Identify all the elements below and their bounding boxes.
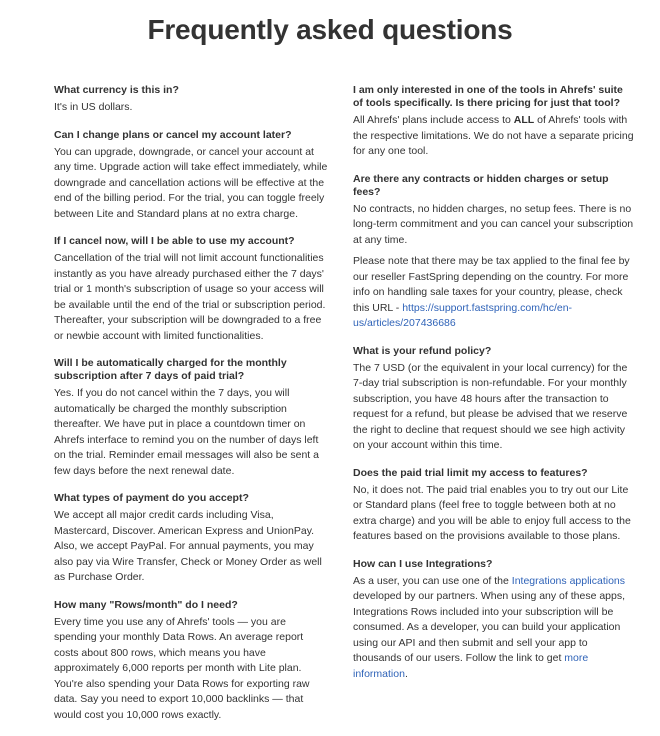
faq-answer xyxy=(353,574,634,683)
faq-column-right xyxy=(353,84,634,695)
answer-text: of Ahrefs' tools with the respective limitations. We do not have a separate pricing for any one tool. xyxy=(353,114,634,157)
faq-answer: No contracts, no hidden charges, no setup fees. There is no long-term commitment and you can cancel your subscription at any time. xyxy=(353,202,634,246)
answer-text: All Ahrefs' plans include access to xyxy=(353,114,514,126)
faq-item-single-tool xyxy=(353,84,634,160)
faq-answer: Every time you use any of Ahrefs' tools — you are spending your monthly Data Rows. An average report costs about 800 rows, which means you have approximately 6,000 reports per month with Lite plan. You're also spending your Data Rows for exporting raw data. Say you need to export 10,000 backlinks — that would cost you 10,000 rows exactly. xyxy=(54,615,310,721)
page-title: Frequently asked questions xyxy=(147,14,513,45)
faq-column-left xyxy=(54,84,328,736)
faq-item-contracts xyxy=(353,173,634,332)
faq-question: What is your refund policy? xyxy=(353,344,492,357)
answer-text: Please note that there may be tax applied to the final fee by our reseller FastSpring depending on the country. For more info on handling sale taxes for your country, please, check this URL - xyxy=(353,255,630,314)
faq-question: Does the paid trial limit my access to features? xyxy=(353,466,588,479)
faq-answer-tax-note xyxy=(353,254,634,332)
faq-question: If I cancel now, will I be able to use my account? xyxy=(54,235,295,247)
faq-question: Are there any contracts or hidden charges or setup fees? xyxy=(353,172,609,198)
answer-emphasis: ALL xyxy=(513,114,535,126)
fastspring-link[interactable]: https://support.fastspring.com/hc/en-us/articles/207436686 xyxy=(353,301,573,329)
answer-text: . xyxy=(404,667,408,680)
faq-answer: It's in US dollars. xyxy=(54,101,133,113)
faq-answer: We accept all major credit cards including Visa, Mastercard, Discover. American Express and UnionPay. Also, we accept PayPal. For annual payments, you may also pay via Wire Transfer, Check or Money Order as well as Purchase Order. xyxy=(54,509,322,583)
faq-question: How many "Rows/month" do I need? xyxy=(54,598,238,611)
faq-question: How can I use Integrations? xyxy=(353,557,493,570)
faq-item-currency xyxy=(54,84,328,116)
faq-item-integrations xyxy=(353,558,634,683)
faq-answer: Cancellation of the trial will not limit account functionalities instantly as you have already purchased either the 7 days' trial or 1 month's subscription of usage so your access will be available until the end of the trial or subscription period. Thereafter, your subscription will be downgraded to a free or newbie account with limited functionalities. xyxy=(54,252,326,342)
faq-item-trial-features xyxy=(353,467,634,545)
answer-text: developed by our partners. When using any of these apps, Integrations Rows included into your subscription will be consumed. As a developer, you can build your application using our API and then submit and sell your app to thousands of our users. Follow the link to get xyxy=(353,590,626,664)
faq-question: What currency is this in? xyxy=(54,84,179,96)
faq-item-cancel-now xyxy=(54,235,328,344)
faq-answer: No, it does not. The paid trial enables you to try out our Lite or Standard plans (feel free to toggle between both at no extra charge) and you will be able to enjoy full access to the features based on the provisions available to those plans. xyxy=(353,483,631,542)
answer-text: As a user, you can use one of the xyxy=(353,574,512,587)
faq-item-rows-month xyxy=(54,599,328,724)
faq-answer: The 7 USD (or the equivalent in your local currency) for the 7-day trial subscription is non-refundable. For your monthly subscription, you have 48 hours after the transaction to request for a refund, but please be advised that we reserve the right to decline that request should we see high activity on your account within this time. xyxy=(353,361,628,451)
faq-question: Will I be automatically charged for the monthly subscription after 7 days of paid trial? xyxy=(54,357,287,382)
faq-item-refund xyxy=(353,345,634,454)
faq-item-auto-charge xyxy=(54,357,328,479)
more-information-link[interactable]: more information xyxy=(353,652,589,680)
faq-question: What types of payment do you accept? xyxy=(54,492,249,504)
faq-question: I am only interested in one of the tools in Ahrefs' suite of tools specifically. Is there pricing for just that tool? xyxy=(353,84,623,109)
faq-answer: You can upgrade, downgrade, or cancel your account at any time. Upgrade action will take effect immediately, while downgrade and cancellation actions will be effective at the end of the billing period. For the trial, you can toggle freely between Lite and Standard plans at no extra charge. xyxy=(54,145,328,220)
faq-question: Can I change plans or cancel my account later? xyxy=(54,128,292,141)
faq-item-change-plans xyxy=(54,129,328,223)
faq-answer: Yes. If you do not cancel within the 7 days, you will automatically be charged the monthly subscription thereafter. We have put in place a countdown timer on Ahrefs interface to remind you on the number of days left on the trial. Reminder email messages will also be sent a few days before the next renewal date. xyxy=(54,387,319,477)
integrations-applications-link[interactable]: Integrations applications xyxy=(511,574,626,587)
faq-answer xyxy=(353,113,634,160)
faq-item-payment-types xyxy=(54,492,328,586)
